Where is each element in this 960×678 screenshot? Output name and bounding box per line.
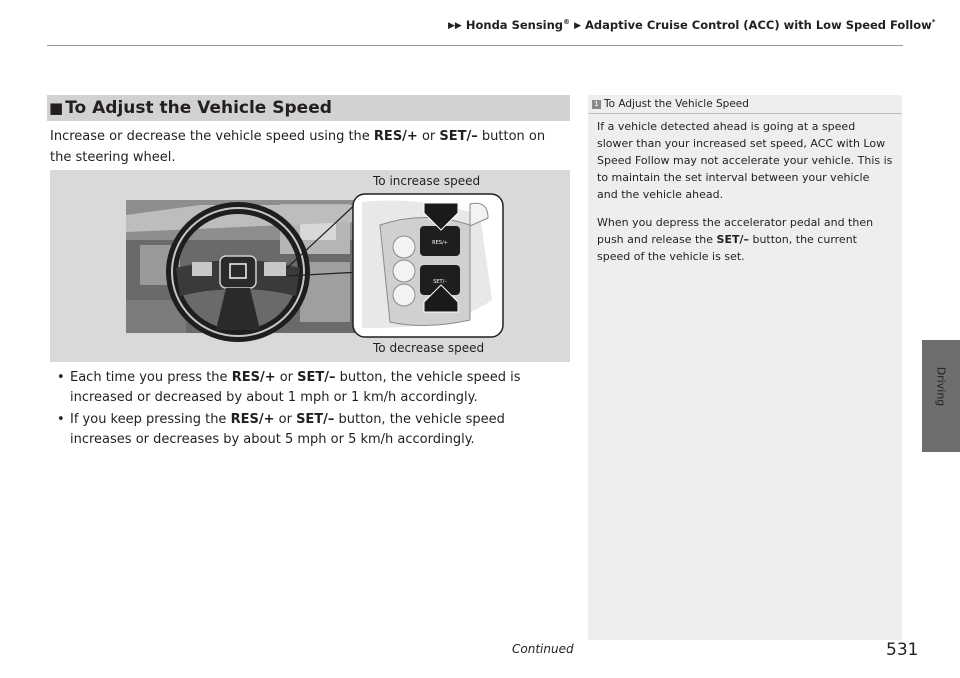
breadcrumb-item-acc[interactable]: Adaptive Cruise Control (ACC) with Low Speed Follow bbox=[585, 18, 932, 32]
side-note-paragraph: If a vehicle detected ahead is going at a speed slower than your increased set speed, ACC with Low Speed Follow may not accelerate your vehicle. This is to maintain the set interval between your vehicle and the vehicle ahead. bbox=[597, 120, 893, 201]
intro-text-end: button on the steering wheel. bbox=[50, 129, 546, 165]
asterisk-mark: * bbox=[931, 18, 936, 27]
continued-label: Continued bbox=[512, 642, 574, 656]
square-bullet-icon: ■ bbox=[49, 99, 64, 117]
increase-speed-callout: To increase speed bbox=[373, 174, 481, 188]
section-title: To Adjust the Vehicle Speed bbox=[65, 98, 332, 118]
page-number: 531 bbox=[886, 640, 919, 660]
bullet-list bbox=[55, 368, 570, 452]
list-item: • Each time you press the RES/+ or SET/– button, the vehicle speed is increased or decreased by about 1 mph or 1 km/h accordingly. bbox=[55, 368, 570, 408]
intro-text: Increase or decrease the vehicle speed using the bbox=[50, 129, 374, 144]
list-item: • If you keep pressing the RES/+ or SET/– button, the vehicle speed increases or decreases by about 5 mph or 5 km/h accordingly. bbox=[55, 410, 570, 450]
side-note-title: To Adjust the Vehicle Speed bbox=[604, 98, 749, 110]
res-button-label: RES/+ bbox=[373, 129, 418, 144]
set-button-text: SET/– bbox=[433, 279, 447, 285]
arrow-icon: ▶ bbox=[574, 21, 581, 31]
double-arrow-icon: ▶▶ bbox=[448, 21, 462, 31]
side-note-body bbox=[597, 118, 893, 276]
set-button-label: SET/– bbox=[439, 129, 478, 144]
button-closeup bbox=[353, 194, 503, 337]
breadcrumb-item-honda-sensing[interactable]: Honda Sensing bbox=[465, 18, 564, 32]
decrease-speed-callout: To decrease speed bbox=[373, 341, 485, 355]
note-number-icon: 1 bbox=[592, 100, 601, 109]
registered-mark: ® bbox=[563, 18, 571, 27]
side-note-heading bbox=[588, 96, 902, 114]
chapter-tab-label: Driving bbox=[934, 366, 948, 407]
dashboard-image bbox=[126, 200, 360, 336]
res-button-text: RES/+ bbox=[432, 240, 448, 246]
side-note-paragraph: When you depress the accelerator pedal and then push and release the SET/– button, the current speed of the vehicle is set. bbox=[597, 216, 874, 263]
intro-or: or bbox=[417, 129, 440, 144]
